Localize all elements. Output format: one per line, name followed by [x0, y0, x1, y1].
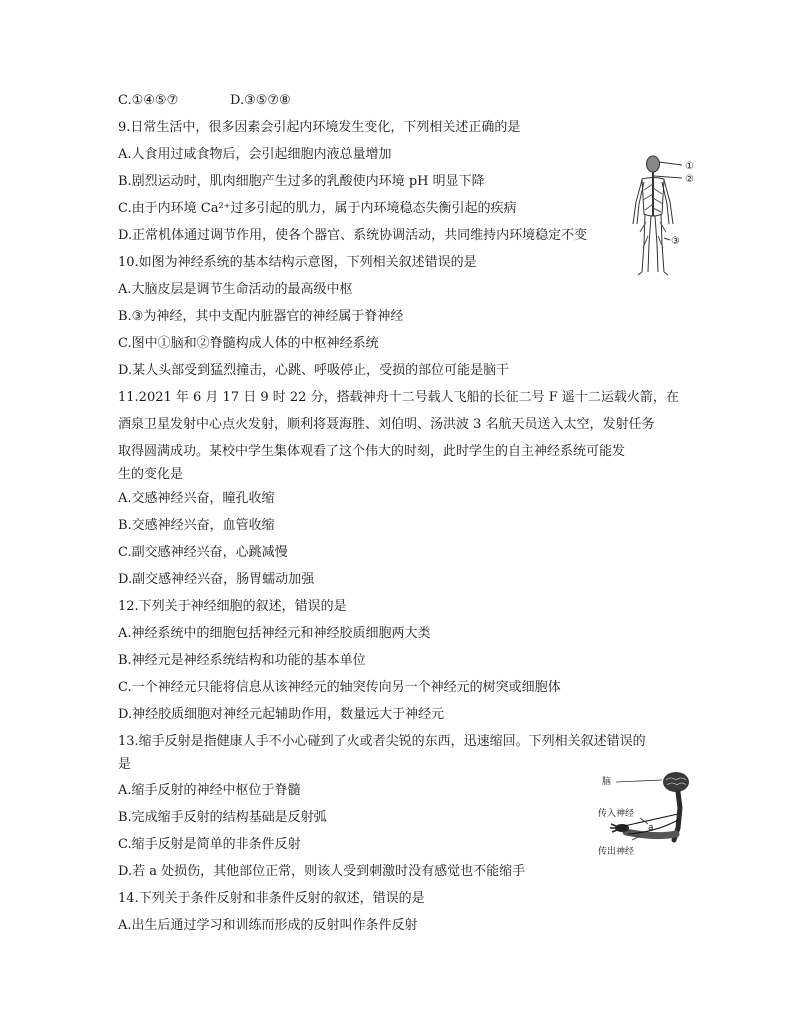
q11-stem-line-4: 生的变化是	[118, 467, 184, 482]
q13-option-a: A.缩手反射的神经中枢位于脊髓	[118, 783, 301, 798]
q13-option-d: D.若 a 处损伤，其他部位正常，则该人受到刺激时没有感觉也不能缩手	[118, 864, 526, 879]
figure-label-spinal-cord: ②	[685, 174, 694, 185]
q9-option-d: D.正常机体通过调节作用，使各个器官、系统协调活动，共同维持内环境稳定不变	[118, 228, 588, 243]
q14-option-a: A.出生后通过学习和训练而形成的反射叫作条件反射	[118, 918, 418, 933]
q13-stem-line-1: 13.缩手反射是指健康人手不小心碰到了火或者尖锐的东西，迅速缩回。下列相关叙述错误的	[118, 734, 646, 749]
q12-option-c: C.一个神经元只能将信息从该神经元的轴突传向另一个神经元的树突或细胞体	[118, 680, 561, 695]
q13-option-c: C.缩手反射是简单的非条件反射	[118, 837, 301, 852]
q10-option-d: D.某人头部受到猛烈撞击，心跳、呼吸停止，受损的部位可能是脑干	[118, 363, 510, 378]
figure-label-point-a: a	[648, 823, 654, 833]
q9-option-c: C.由于内环境 Ca²⁺过多引起的肌力，属于内环境稳态失衡引起的疾病	[118, 201, 517, 216]
q8-option-c: C.①④⑤⑦	[118, 93, 179, 108]
q8-option-d: D.③⑤⑦⑧	[230, 93, 291, 108]
q13-stem-line-2: 是	[118, 757, 132, 772]
figure-label-brain: 脑	[602, 777, 612, 787]
q11-option-b: B.交感神经兴奋，血管收缩	[118, 518, 275, 533]
q12-option-a: A.神经系统中的细胞包括神经元和神经胶质细胞两大类	[118, 626, 431, 641]
nervous-system-illustration	[626, 152, 706, 280]
q11-option-d: D.副交感神经兴奋，肠胃蠕动加强	[118, 572, 315, 587]
q10-option-a: A.大脑皮层是调节生命活动的最高级中枢	[118, 282, 353, 297]
figure-label-nerve: ③	[671, 236, 680, 247]
nervous-system-figure	[626, 152, 706, 280]
reflex-arc-illustration	[596, 768, 714, 858]
q9-stem: 9.日常生活中，很多因素会引起内环境发生变化，下列相关述正确的是	[118, 120, 521, 135]
q11-stem-line-2: 酒泉卫星发射中心点火发射，顺利将聂海胜、刘伯明、汤洪波 3 名航天员送入太空，发射任务	[118, 417, 655, 432]
brain-shape	[663, 772, 689, 792]
q10-option-b: B.③为神经，其中支配内脏器官的神经属于脊神经	[118, 309, 404, 324]
q11-stem-line-3: 取得圆满成功。某校中学生集体观看了这个伟大的时刻，此时学生的自主神经系统可能发	[118, 444, 626, 459]
figure-label-afferent-nerve: 传入神经	[598, 809, 635, 819]
q11-option-c: C.副交感神经兴奋，心跳减慢	[118, 545, 288, 560]
figure-label-efferent-nerve: 传出神经	[598, 847, 635, 857]
q9-option-a: A.人食用过咸食物后，会引起细胞内液总量增加	[118, 147, 392, 162]
q13-option-b: B.完成缩手反射的结构基础是反射弧	[118, 810, 327, 825]
q12-option-b: B.神经元是神经系统结构和功能的基本单位	[118, 653, 366, 668]
figure-label-brain: ①	[685, 161, 694, 172]
q14-stem: 14.下列关于条件反射和非条件反射的叙述，错误的是	[118, 891, 425, 906]
q11-stem-line-1: 11.2021 年 6 月 17 日 9 时 22 分，搭载神舟十二号载人飞船的长征二号 F 遥十二运载火箭，在	[118, 390, 679, 405]
reflex-arc-figure	[596, 768, 714, 858]
q12-option-d: D.神经胶质细胞对神经元起辅助作用，数量远大于神经元	[118, 707, 445, 722]
q10-option-c: C.图中①脑和②脊髓构成人体的中枢神经系统	[118, 336, 379, 351]
q12-stem: 12.下列关于神经细胞的叙述，错误的是	[118, 599, 347, 614]
q8-options-cd	[118, 92, 291, 110]
q11-option-a: A.交感神经兴奋，瞳孔收缩	[118, 491, 275, 506]
q9-option-b: B.剧烈运动时，肌肉细胞产生过多的乳酸使内环境 pH 明显下降	[118, 174, 485, 189]
q10-stem: 10.如图为神经系统的基本结构示意图，下列相关叙述错误的是	[118, 255, 477, 270]
